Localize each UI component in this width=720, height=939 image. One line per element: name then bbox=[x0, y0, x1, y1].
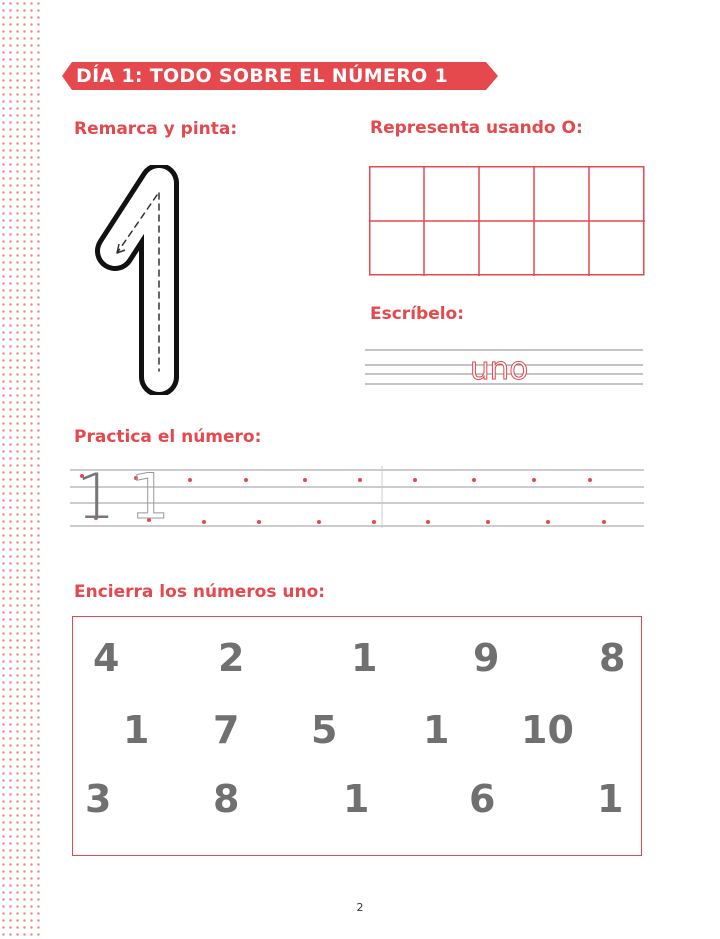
number-item[interactable]: 1 bbox=[123, 708, 150, 752]
ten-frame-grid bbox=[369, 166, 645, 276]
heading-write: Escríbelo: bbox=[370, 304, 465, 324]
number-item[interactable]: 6 bbox=[469, 777, 496, 821]
practice-row[interactable] bbox=[70, 460, 646, 536]
number-item[interactable]: 1 bbox=[423, 708, 450, 752]
trace-digit-one[interactable] bbox=[95, 165, 195, 395]
traced-word: uno bbox=[470, 351, 529, 387]
number-item[interactable]: 10 bbox=[521, 708, 574, 752]
heading-circle: Encierra los números uno: bbox=[74, 582, 326, 602]
number-item[interactable]: 9 bbox=[473, 636, 500, 680]
ten-frame[interactable] bbox=[369, 166, 645, 280]
number-item[interactable]: 3 bbox=[85, 777, 112, 821]
number-item[interactable]: 5 bbox=[311, 708, 338, 752]
heading-trace: Remarca y pinta: bbox=[74, 119, 238, 139]
number-item[interactable]: 8 bbox=[599, 636, 626, 680]
heading-practice: Practica el número: bbox=[74, 427, 262, 447]
practice-digit-dotted: 1 bbox=[130, 460, 170, 533]
number-item[interactable]: 8 bbox=[213, 777, 240, 821]
number-item[interactable]: 4 bbox=[93, 636, 120, 680]
number-item[interactable]: 1 bbox=[597, 777, 624, 821]
title-banner bbox=[62, 62, 498, 90]
writing-lines[interactable] bbox=[365, 348, 645, 392]
number-item[interactable]: 7 bbox=[213, 708, 240, 752]
heading-represent: Representa usando O: bbox=[370, 118, 583, 138]
dotted-margin-decoration bbox=[0, 0, 40, 939]
number-item[interactable]: 1 bbox=[351, 636, 378, 680]
practice-digit-solid: 1 bbox=[76, 460, 116, 533]
page-number: 2 bbox=[356, 901, 364, 914]
number-item[interactable]: 1 bbox=[343, 777, 370, 821]
page-title: DÍA 1: TODO SOBRE EL NÚMERO 1 bbox=[76, 65, 449, 87]
number-item[interactable]: 2 bbox=[218, 636, 245, 680]
circle-ones-box bbox=[72, 616, 642, 856]
